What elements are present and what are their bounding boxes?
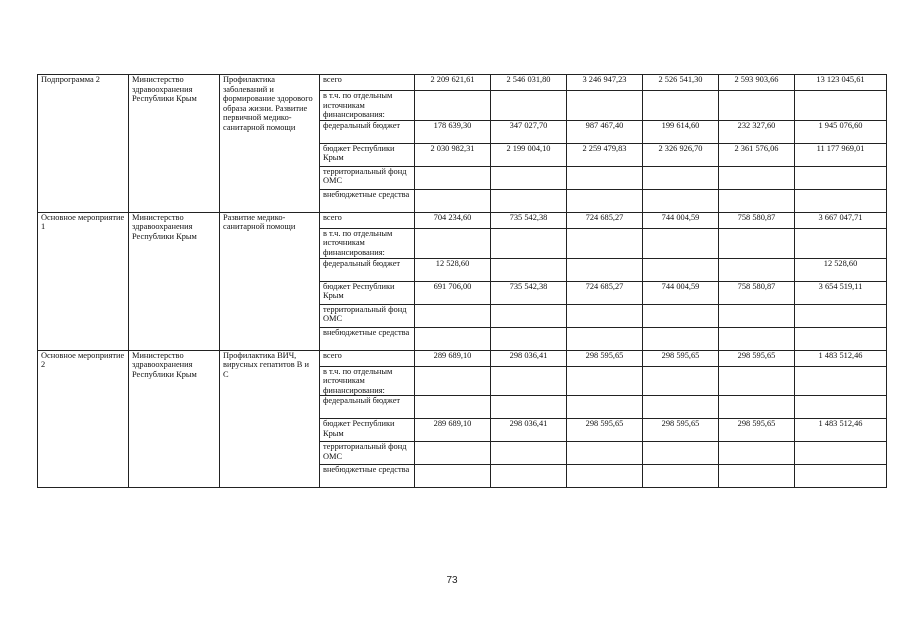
value-cell: 232 327,60	[719, 120, 795, 143]
value-cell: 199 614,60	[643, 120, 719, 143]
value-cell	[795, 91, 887, 121]
source-label: федеральный бюджет	[320, 396, 415, 419]
value-cell	[415, 166, 491, 189]
value-cell: 289 689,10	[415, 419, 491, 442]
value-cell	[491, 304, 567, 327]
budget-table	[37, 74, 887, 488]
value-cell	[491, 327, 567, 350]
source-label: территориальный фонд ОМС	[320, 304, 415, 327]
value-cell: 298 036,41	[491, 419, 567, 442]
value-cell	[643, 327, 719, 350]
value-cell	[795, 304, 887, 327]
value-cell: 2 199 004,10	[491, 143, 567, 166]
value-cell: 3 246 947,23	[567, 75, 643, 91]
value-cell: 2 326 926,70	[643, 143, 719, 166]
value-cell: 12 528,60	[415, 258, 491, 281]
section-executor: Министерство здравоохранения Республики Крым	[129, 350, 220, 488]
section-name: Основное мероприятие 1	[38, 212, 129, 350]
section-title: Развитие медико-санитарной помощи	[220, 212, 320, 350]
source-label: бюджет Республики Крым	[320, 419, 415, 442]
value-cell: 2 593 903,66	[719, 75, 795, 91]
value-cell	[719, 327, 795, 350]
value-cell	[719, 442, 795, 465]
value-cell: 298 595,65	[567, 419, 643, 442]
value-cell	[795, 166, 887, 189]
value-cell	[719, 465, 795, 488]
value-cell	[415, 91, 491, 121]
value-cell	[795, 327, 887, 350]
value-cell	[415, 327, 491, 350]
value-cell: 2 259 479,83	[567, 143, 643, 166]
value-cell: 13 123 045,61	[795, 75, 887, 91]
value-cell: 2 030 982,31	[415, 143, 491, 166]
source-label: в т.ч. по отдельным источникам финансирования:	[320, 91, 415, 121]
source-label: внебюджетные средства	[320, 465, 415, 488]
value-cell	[719, 228, 795, 258]
value-cell: 298 595,65	[719, 419, 795, 442]
value-cell	[719, 366, 795, 396]
value-cell	[719, 189, 795, 212]
value-cell	[567, 304, 643, 327]
value-cell: 289 689,10	[415, 350, 491, 366]
value-cell: 3 667 047,71	[795, 212, 887, 228]
value-cell	[643, 189, 719, 212]
value-cell: 735 542,38	[491, 281, 567, 304]
value-cell	[795, 465, 887, 488]
source-label: в т.ч. по отдельным источникам финансирования:	[320, 366, 415, 396]
value-cell: 2 209 621,61	[415, 75, 491, 91]
value-cell	[719, 396, 795, 419]
value-cell	[491, 166, 567, 189]
value-cell: 2 546 031,80	[491, 75, 567, 91]
value-cell: 12 528,60	[795, 258, 887, 281]
value-cell	[567, 442, 643, 465]
value-cell	[643, 465, 719, 488]
source-label: территориальный фонд ОМС	[320, 442, 415, 465]
source-label: внебюджетные средства	[320, 189, 415, 212]
source-label: федеральный бюджет	[320, 120, 415, 143]
value-cell	[415, 396, 491, 419]
value-cell	[567, 189, 643, 212]
page-number: 73	[446, 575, 458, 586]
value-cell	[643, 396, 719, 419]
value-cell	[491, 91, 567, 121]
table-row	[38, 350, 887, 366]
source-label: территориальный фонд ОМС	[320, 166, 415, 189]
value-cell	[491, 442, 567, 465]
table-row	[38, 75, 887, 91]
value-cell	[719, 91, 795, 121]
value-cell	[795, 366, 887, 396]
source-label: всего	[320, 212, 415, 228]
value-cell	[567, 396, 643, 419]
value-cell	[567, 91, 643, 121]
value-cell: 298 595,65	[643, 419, 719, 442]
value-cell	[567, 366, 643, 396]
table-body	[38, 75, 887, 488]
source-label: бюджет Республики Крым	[320, 143, 415, 166]
value-cell	[567, 228, 643, 258]
source-label: бюджет Республики Крым	[320, 281, 415, 304]
value-cell	[491, 189, 567, 212]
value-cell	[491, 258, 567, 281]
value-cell: 744 004,59	[643, 212, 719, 228]
value-cell: 735 542,38	[491, 212, 567, 228]
value-cell: 724 685,27	[567, 212, 643, 228]
value-cell	[795, 189, 887, 212]
value-cell: 758 580,87	[719, 281, 795, 304]
value-cell: 2 361 576,06	[719, 143, 795, 166]
value-cell	[567, 465, 643, 488]
value-cell	[719, 304, 795, 327]
value-cell	[643, 442, 719, 465]
value-cell: 724 685,27	[567, 281, 643, 304]
value-cell	[719, 258, 795, 281]
value-cell	[795, 442, 887, 465]
value-cell: 347 027,70	[491, 120, 567, 143]
section-title: Профилактика ВИЧ, вирусных гепатитов В и С	[220, 350, 320, 488]
section-executor: Министерство здравоохранения Республики Крым	[129, 212, 220, 350]
value-cell: 1 483 512,46	[795, 419, 887, 442]
value-cell	[415, 465, 491, 488]
value-cell	[795, 396, 887, 419]
value-cell	[567, 258, 643, 281]
value-cell	[415, 366, 491, 396]
value-cell	[567, 166, 643, 189]
value-cell: 298 595,65	[719, 350, 795, 366]
section-name: Основное мероприятие 2	[38, 350, 129, 488]
value-cell: 987 467,40	[567, 120, 643, 143]
source-label: всего	[320, 75, 415, 91]
value-cell	[491, 396, 567, 419]
value-cell: 3 654 519,11	[795, 281, 887, 304]
source-label: федеральный бюджет	[320, 258, 415, 281]
value-cell: 744 004,59	[643, 281, 719, 304]
value-cell	[643, 228, 719, 258]
source-label: всего	[320, 350, 415, 366]
section-name: Подпрограмма 2	[38, 75, 129, 213]
value-cell: 298 595,65	[643, 350, 719, 366]
section-executor: Министерство здравоохранения Республики Крым	[129, 75, 220, 213]
table-row	[38, 212, 887, 228]
value-cell	[567, 327, 643, 350]
source-label: в т.ч. по отдельным источникам финансирования:	[320, 228, 415, 258]
value-cell: 691 706,00	[415, 281, 491, 304]
value-cell	[415, 442, 491, 465]
value-cell: 11 177 969,01	[795, 143, 887, 166]
value-cell	[491, 228, 567, 258]
source-label: внебюджетные средства	[320, 327, 415, 350]
value-cell: 1 483 512,46	[795, 350, 887, 366]
value-cell	[491, 366, 567, 396]
value-cell	[719, 166, 795, 189]
value-cell: 298 595,65	[567, 350, 643, 366]
value-cell: 298 036,41	[491, 350, 567, 366]
value-cell	[643, 304, 719, 327]
value-cell	[415, 189, 491, 212]
value-cell: 704 234,60	[415, 212, 491, 228]
value-cell	[643, 366, 719, 396]
value-cell: 2 526 541,30	[643, 75, 719, 91]
value-cell	[643, 166, 719, 189]
value-cell	[415, 228, 491, 258]
section-title: Профилактика заболеваний и формирование здорового образа жизни. Развитие первичной медико-санитарной помощи	[220, 75, 320, 213]
value-cell	[415, 304, 491, 327]
value-cell	[491, 465, 567, 488]
value-cell	[643, 258, 719, 281]
value-cell: 1 945 076,60	[795, 120, 887, 143]
value-cell	[795, 228, 887, 258]
value-cell	[643, 91, 719, 121]
value-cell: 758 580,87	[719, 212, 795, 228]
value-cell: 178 639,30	[415, 120, 491, 143]
